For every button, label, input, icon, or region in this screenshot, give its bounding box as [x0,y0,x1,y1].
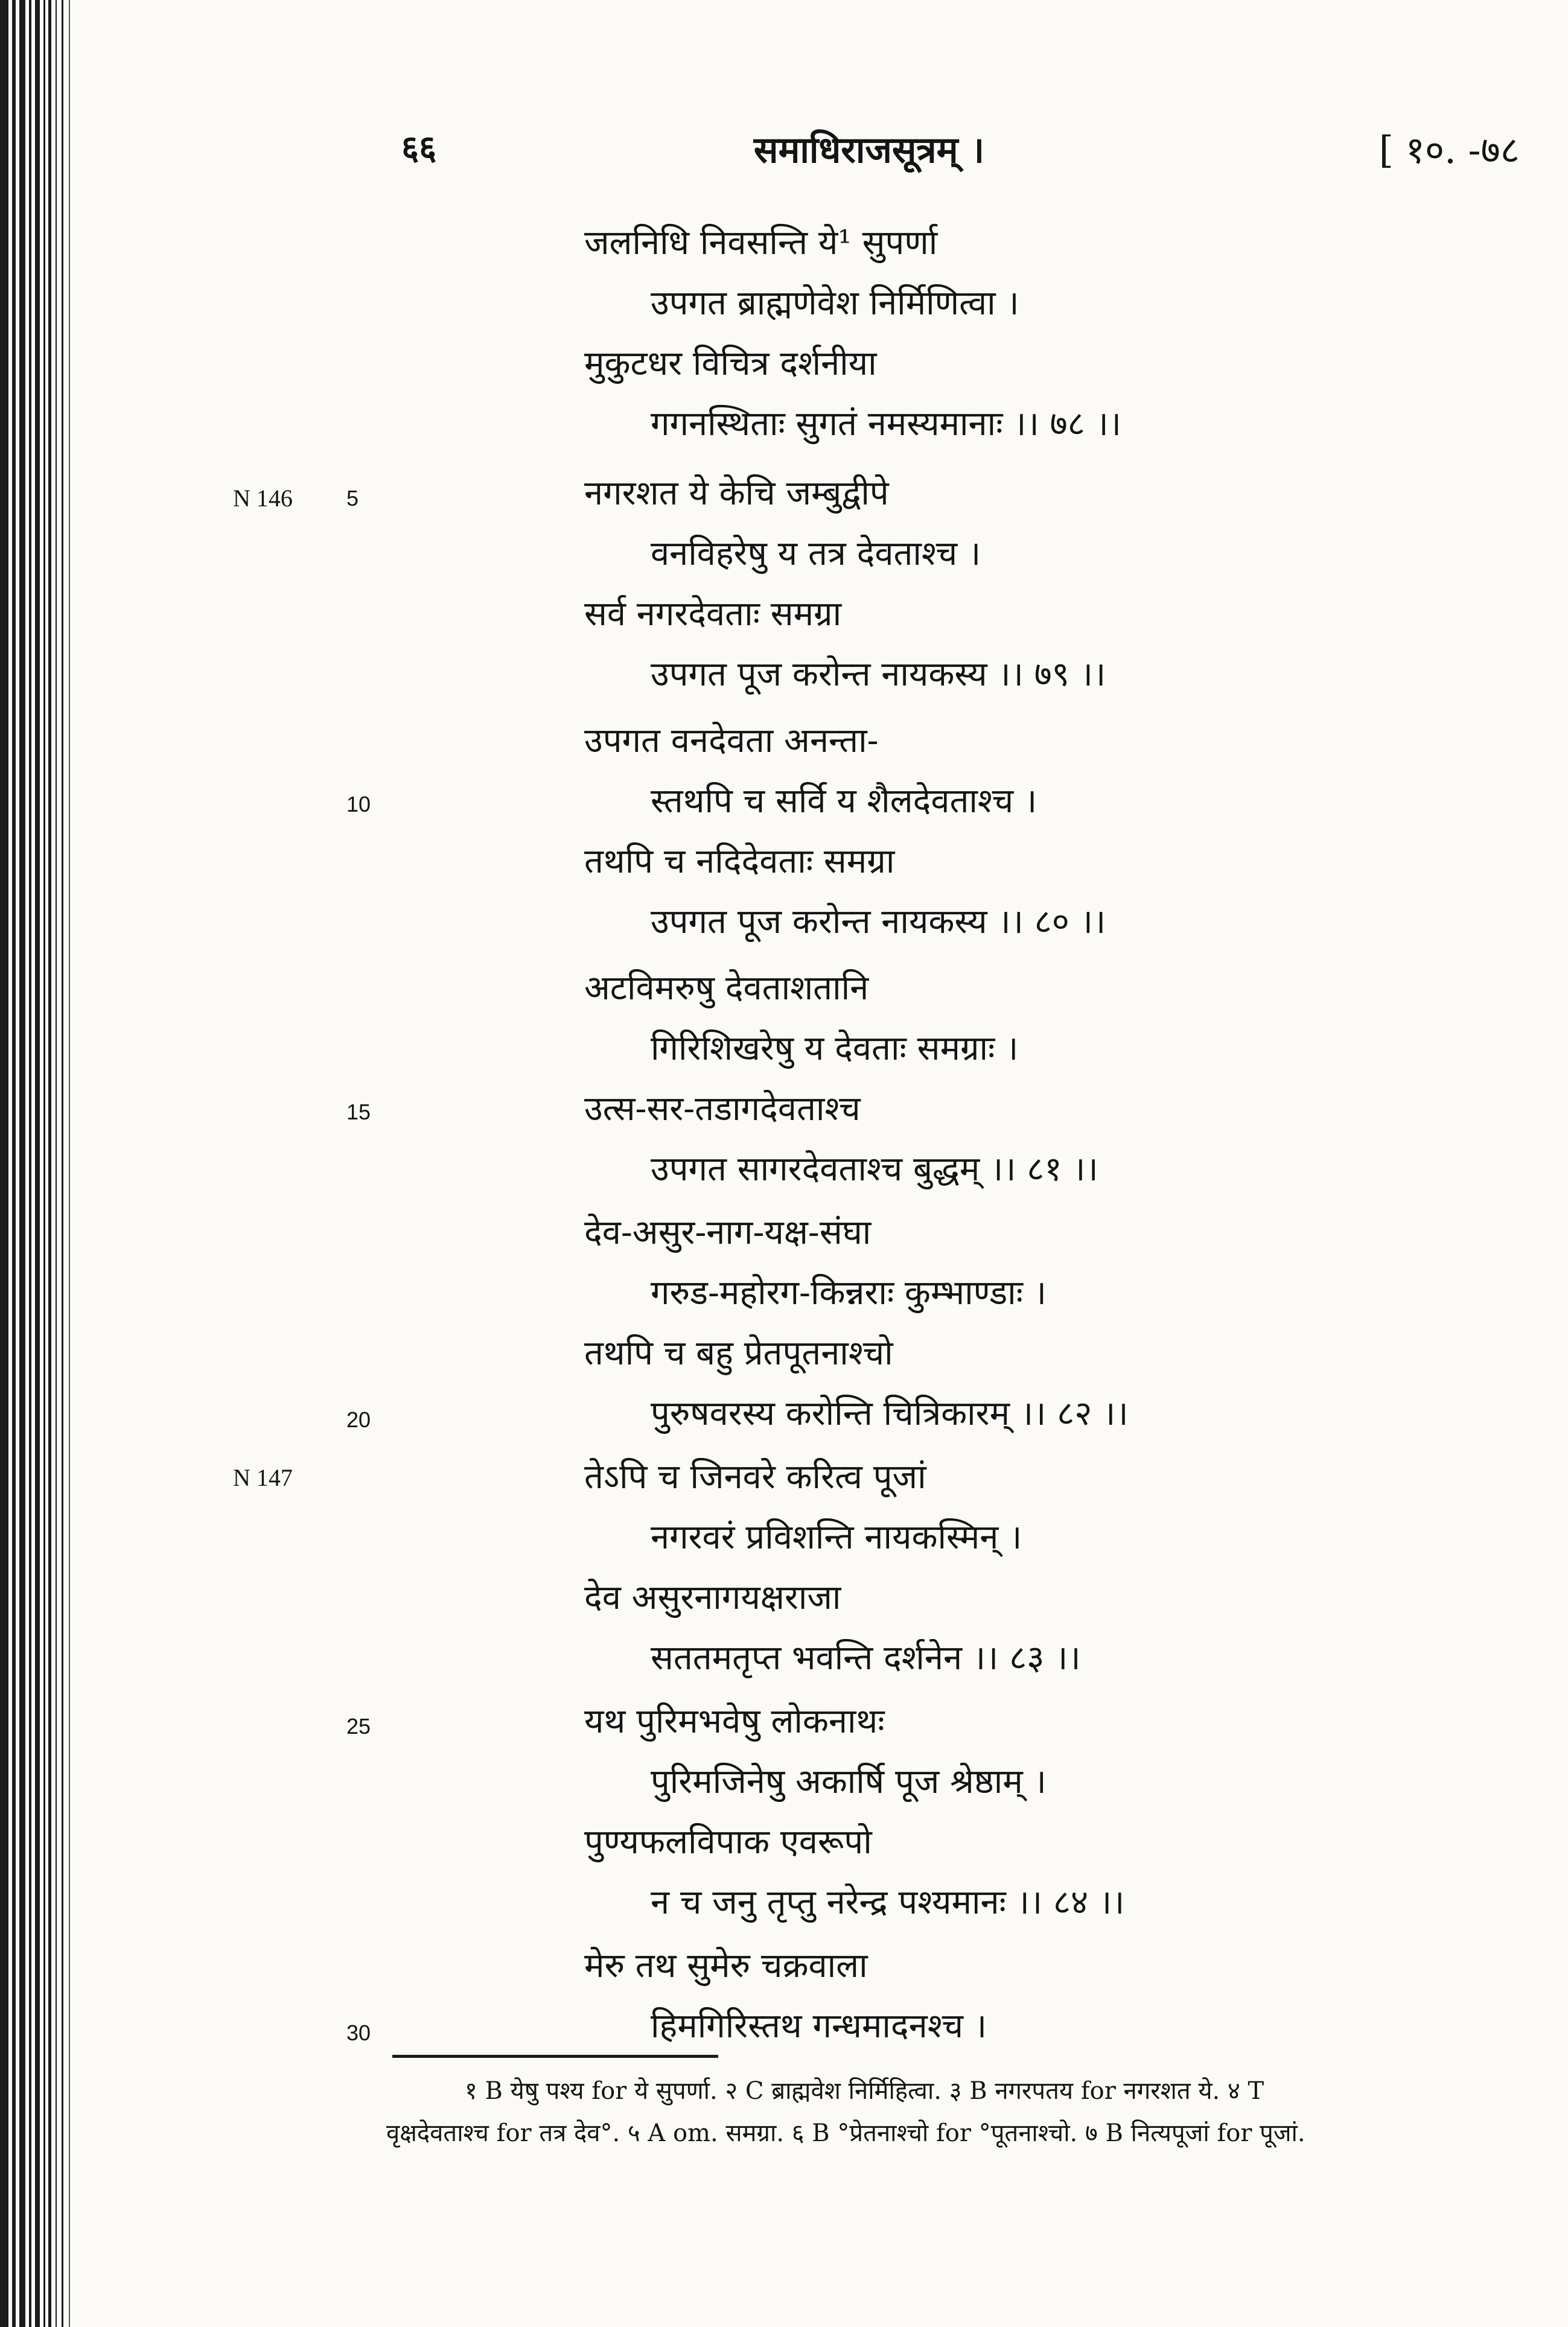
verse-line: सततमतृप्त भवन्ति दर्शनेन ।। ८३ ।। [651,1638,1081,1678]
verse-line: देव असुरनागयक्षराजा [584,1578,841,1617]
verse-range: [ १०. -७८ [1378,128,1520,172]
verse-line: उपगत ब्राह्मणेवेश निर्मिणित्वा । [651,284,1019,323]
verse-line: तथपि च बहु प्रेतपूतनाश्चो [584,1334,893,1373]
verse-line: गिरिशिखरेषु य देवताः समग्राः । [651,1029,1019,1068]
line-number: 30 [346,2020,371,2045]
verse-line: तेऽपि च जिनवरे करित्व पूजां [584,1457,926,1497]
page-header [0,124,1568,190]
verse-line: नगरशत ये केचि जम्बुद्वीपे [584,474,889,513]
verse-line: उपगत पूज करोन्त नायकस्य ।। ७९ ।। [651,655,1106,694]
manuscript-ref: N 147 [233,1464,293,1491]
verse-line: न च जनु तृप्तु नरेन्द्र पश्यमानः ।। ८४ ।। [651,1883,1125,1922]
verse-line: गगनस्थिताः सुगतं नमस्यमानाः ।। ७८ ।। [651,404,1121,444]
book-binding-edge [0,0,78,2327]
verse-line: उपगत पूज करोन्त नायकस्य ।। ८० ।। [651,902,1106,941]
verse-line: नगरवरं प्रविशन्ति नायकस्मिन् । [651,1518,1022,1557]
line-number: 15 [346,1100,371,1124]
verse-line: पुरुषवरस्य करोन्ति चित्रिकारम् ।। ८२ ।। [651,1394,1129,1433]
verse-line: हिमगिरिस्तथ गन्धमादनश्च । [651,2007,987,2046]
line-number: 20 [346,1407,371,1432]
footnote-rule [392,2055,718,2058]
running-title: समाधिराजसूत्रम् । [753,129,985,171]
page-number: ६६ [401,128,437,168]
line-number: 5 [346,486,359,511]
verse-line: गरुड-महोरग-किन्नराः कुम्भाण्डाः । [651,1273,1047,1313]
verse-line: उपगत सागरदेवताश्च बुद्धम् ।। ८१ ।। [651,1150,1098,1189]
verse-line: पुण्यफलविपाक एवरूपो [584,1822,872,1862]
verse-line: स्तथपि च सर्वि य शैलदेवताश्च । [651,782,1037,821]
manuscript-ref: N 146 [233,485,293,512]
verse-line: जलनिधि निवसन्ति ये¹ सुपर्णा [584,223,938,263]
footnote-line: १ B येषु पश्य for ये सुपर्णा. २ C ब्राह्मवेश निर्मिहित्वा. ३ B नगरपतय for नगरशत ये. ४ T [465,2077,1264,2105]
verse-line: अटविमरुषु देवताशतानि [584,969,869,1008]
verse-line: उत्स-सर-तडागदेवताश्च [584,1089,861,1128]
verse-line: वनविहरेषु य तत्र देवताश्च । [651,534,981,573]
verse-line: मुकुटधर विचित्र दर्शनीया [584,344,877,383]
verse-line: उपगत वनदेवता अनन्ता- [584,721,879,760]
verse-line: सर्व नगरदेवताः समग्रा [584,594,842,634]
line-number: 10 [346,792,371,817]
verse-line: मेरु तथ सुमेरु चक्रवाला [584,1946,868,1985]
verse-line: पुरिमजिनेषु अकार्षि पूज श्रेष्ठाम् । [651,1762,1047,1801]
footnote-line: वृक्षदेवताश्च for तत्र देव°. ५ A om. समग्रा. ६ B °प्रेतनाश्चो for °पूतनाश्चो. ७ B नित्यपूजां for पूजां. [386,2119,1305,2147]
verse-line: देव-असुर-नाग-यक्ष-संघा [584,1213,872,1252]
line-number: 25 [346,1714,371,1739]
verse-line: तथपि च नदिदेवताः समग्रा [584,842,895,881]
verse-line: यथ पुरिमभवेषु लोकनाथः [584,1702,885,1741]
